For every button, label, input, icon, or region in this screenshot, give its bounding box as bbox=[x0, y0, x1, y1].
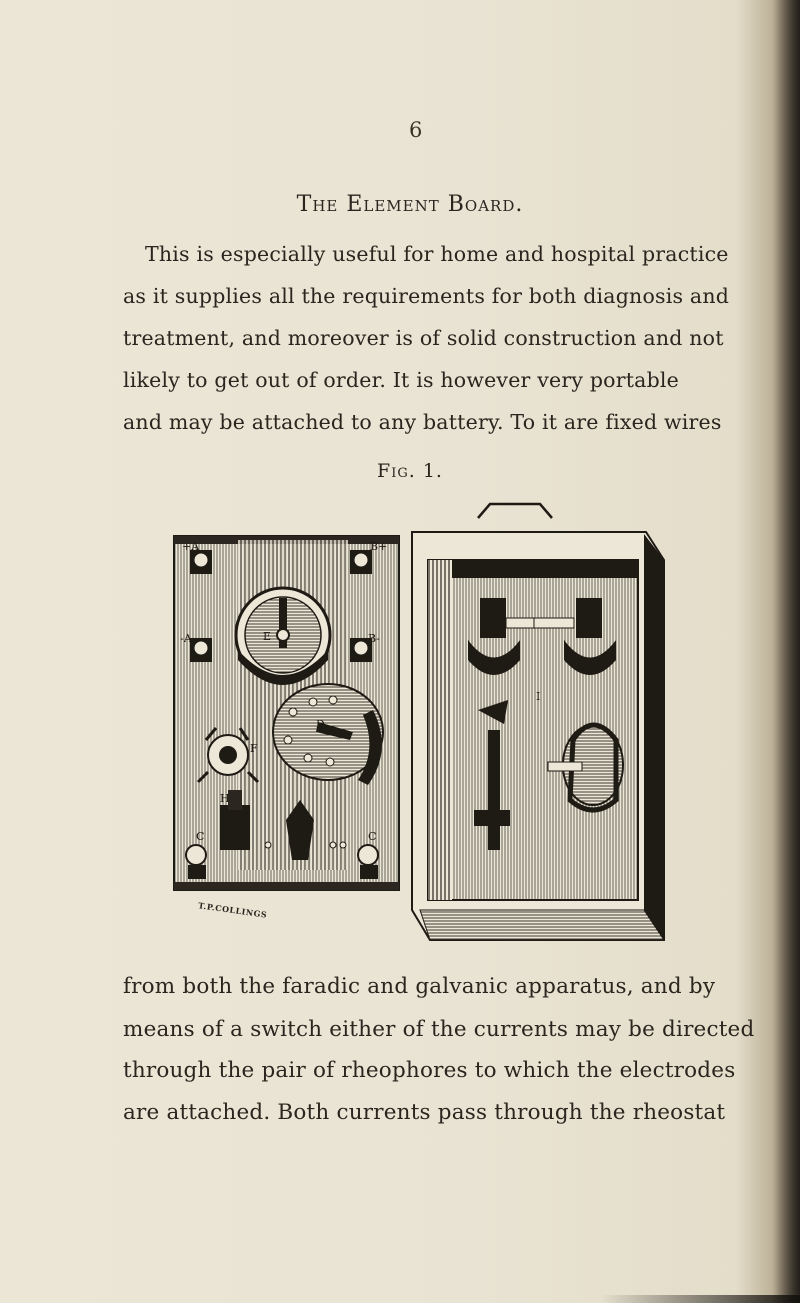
page-bottom-shadow bbox=[600, 1295, 800, 1303]
label-i: I bbox=[536, 690, 541, 703]
case-handle-icon bbox=[478, 504, 552, 518]
figure-caption: Fig. 1. bbox=[377, 460, 443, 482]
label-g: G bbox=[294, 806, 303, 819]
paragraph-line: This is especially useful for home and hospital practice bbox=[145, 242, 729, 266]
paragraph-line: as it supplies all the requirements for both diagnosis and bbox=[123, 284, 730, 308]
terminal-a-plus-icon bbox=[190, 550, 212, 574]
label-c-left: C bbox=[196, 830, 205, 843]
page-number: 6 bbox=[409, 118, 423, 142]
dial-e-icon bbox=[236, 588, 330, 685]
label-b-plus: B+ bbox=[370, 540, 388, 553]
label-c-right: C bbox=[368, 830, 377, 843]
terminal-b-plus-icon bbox=[350, 550, 372, 574]
paragraph-line: likely to get out of order. It is however very portable bbox=[123, 368, 679, 392]
label-f: F bbox=[250, 742, 258, 755]
label-a-plus: +A bbox=[182, 540, 200, 553]
paragraph-line: means of a switch either of the currents may be directed bbox=[123, 1017, 755, 1042]
label-e: E bbox=[263, 630, 272, 643]
terminal-c-left-icon bbox=[186, 845, 206, 879]
label-h: H bbox=[220, 792, 230, 805]
paragraph-line: through the pair of rheophores to which the electrodes bbox=[123, 1058, 736, 1083]
section-title: The Element Board. bbox=[296, 192, 524, 217]
label-d: D bbox=[316, 718, 325, 731]
label-a-minus: -A bbox=[180, 632, 192, 645]
carrying-case-panel bbox=[412, 504, 664, 940]
paragraph-line: from both the faradic and galvanic apparatus, and by bbox=[123, 974, 716, 999]
terminal-a-minus-icon bbox=[190, 638, 212, 662]
terminal-c-right-icon bbox=[358, 845, 378, 879]
element-board-engraving bbox=[168, 500, 668, 950]
paragraph-line: are attached. Both currents pass through the rheostat bbox=[123, 1100, 726, 1125]
label-b-minus: B- bbox=[368, 632, 381, 645]
paragraph-line: treatment, and moreover is of solid construction and not bbox=[123, 326, 724, 350]
engraver-signature: T.P.COLLINGS bbox=[197, 900, 268, 920]
paragraph-line: and may be attached to any battery. To it are fixed wires bbox=[123, 410, 722, 434]
switch-board-panel bbox=[174, 536, 399, 890]
